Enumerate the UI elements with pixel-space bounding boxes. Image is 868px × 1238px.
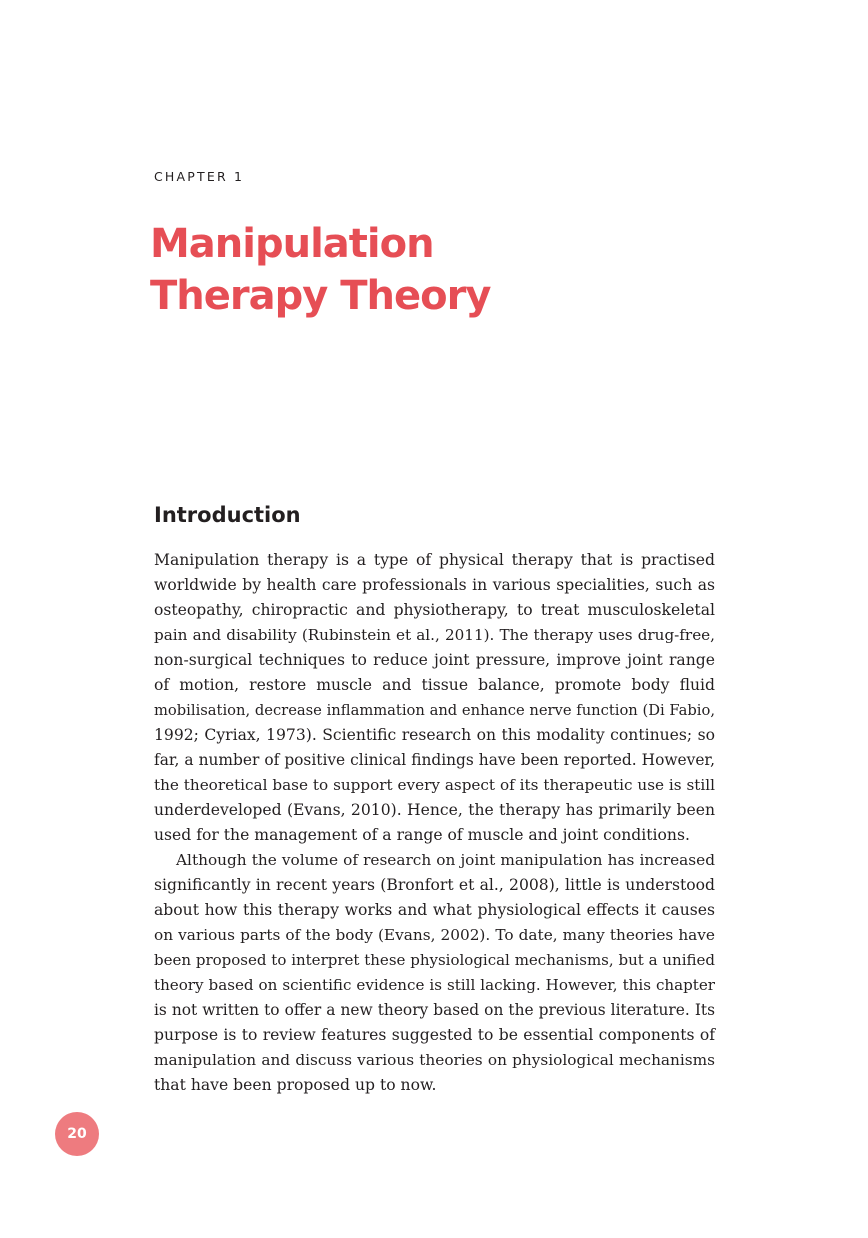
chapter-title-line: Manipulation — [150, 221, 434, 267]
text-line: been proposed to interpret these physiological mechanisms, but a unified — [154, 951, 715, 969]
text-line: far, a number of positive clinical findings have been reported. However, — [154, 751, 715, 769]
paragraph — [154, 848, 715, 1098]
text-line: used for the management of a range of muscle and joint conditions. — [154, 826, 690, 844]
text-line: of motion, restore muscle and tissue balance, promote body fluid — [154, 676, 715, 694]
text-line: the theoretical base to support every aspect of its therapeutic use is still — [154, 776, 715, 794]
text-line: underdeveloped (Evans, 2010). Hence, the therapy has primarily been — [154, 801, 715, 819]
text-line: significantly in recent years (Bronfort et al., 2008), little is understood — [154, 876, 715, 894]
text-line: manipulation and discuss various theories on physiological mechanisms — [154, 1051, 715, 1069]
text-line: is not written to offer a new theory based on the previous literature. Its — [154, 1001, 715, 1019]
text-line: non-surgical techniques to reduce joint pressure, improve joint range — [154, 651, 715, 669]
page-number-badge: 20 — [55, 1112, 99, 1156]
body-text — [154, 548, 715, 1098]
text-line: pain and disability (Rubinstein et al., 2011). The therapy uses drug-free, — [154, 626, 715, 644]
text-line: Although the volume of research on joint manipulation has increased — [176, 851, 715, 869]
text-line: theory based on scientific evidence is still lacking. However, this chapter — [154, 976, 715, 994]
chapter-title-line: Therapy Theory — [150, 273, 491, 319]
text-line: osteopathy, chiropractic and physiotherapy, to treat musculoskeletal — [154, 601, 715, 619]
paragraph — [154, 548, 715, 848]
text-line: worldwide by health care professionals in various specialities, such as — [154, 576, 715, 594]
text-line: on various parts of the body (Evans, 2002). To date, many theories have — [154, 926, 715, 944]
chapter-title — [150, 218, 490, 322]
text-line: Manipulation therapy is a type of physical therapy that is practised — [154, 551, 715, 569]
text-line: purpose is to review features suggested to be essential components of — [154, 1026, 715, 1044]
chapter-label: CHAPTER 1 — [154, 169, 245, 184]
text-line: 1992; Cyriax, 1973). Scientific research on this modality continues; so — [154, 726, 715, 744]
section-heading: Introduction — [154, 503, 301, 527]
text-line: about how this therapy works and what physiological effects it causes — [154, 901, 715, 919]
text-line: mobilisation, decrease inflammation and enhance nerve function (Di Fabio, — [154, 702, 715, 719]
text-line: that have been proposed up to now. — [154, 1076, 437, 1094]
